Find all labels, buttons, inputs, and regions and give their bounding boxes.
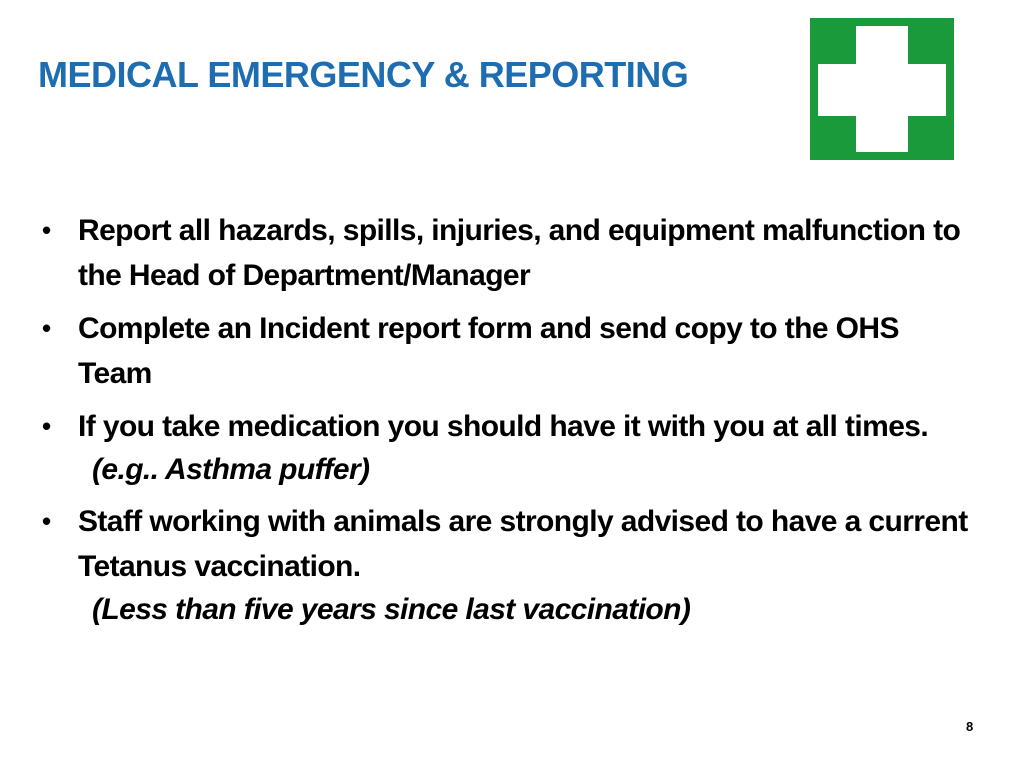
bullet-text: Complete an Incident report form and send copy to the OHS Team [78,312,899,390]
bullet-marker: • [42,313,51,343]
bullet-marker: • [42,506,51,536]
bullet-text: Report all hazards, spills, injuries, and equipment malfunction to the Head of Department/Manager [78,214,961,292]
bullet-item-tetanus [0,499,1024,631]
page-number: 8 [966,719,974,734]
bullet-item-report-hazards [0,208,1024,298]
bullet-item-incident-report [0,306,1024,396]
first-aid-cross-icon [810,18,954,160]
bullet-marker: • [42,411,51,441]
bullet-note: (Less than five years since last vaccination) [92,593,691,626]
bullet-text: Staff working with animals are strongly advised to have a current Tetanus vaccination. [78,505,968,583]
bullet-note: (e.g.. Asthma puffer) [92,453,370,486]
bullet-item-medication [0,404,1024,491]
slide-title: MEDICAL EMERGENCY & REPORTING [38,54,689,95]
bullet-list [0,208,1024,639]
bullet-text: If you take medication you should have it with you at all times. [78,410,929,443]
bullet-marker: • [42,215,51,245]
